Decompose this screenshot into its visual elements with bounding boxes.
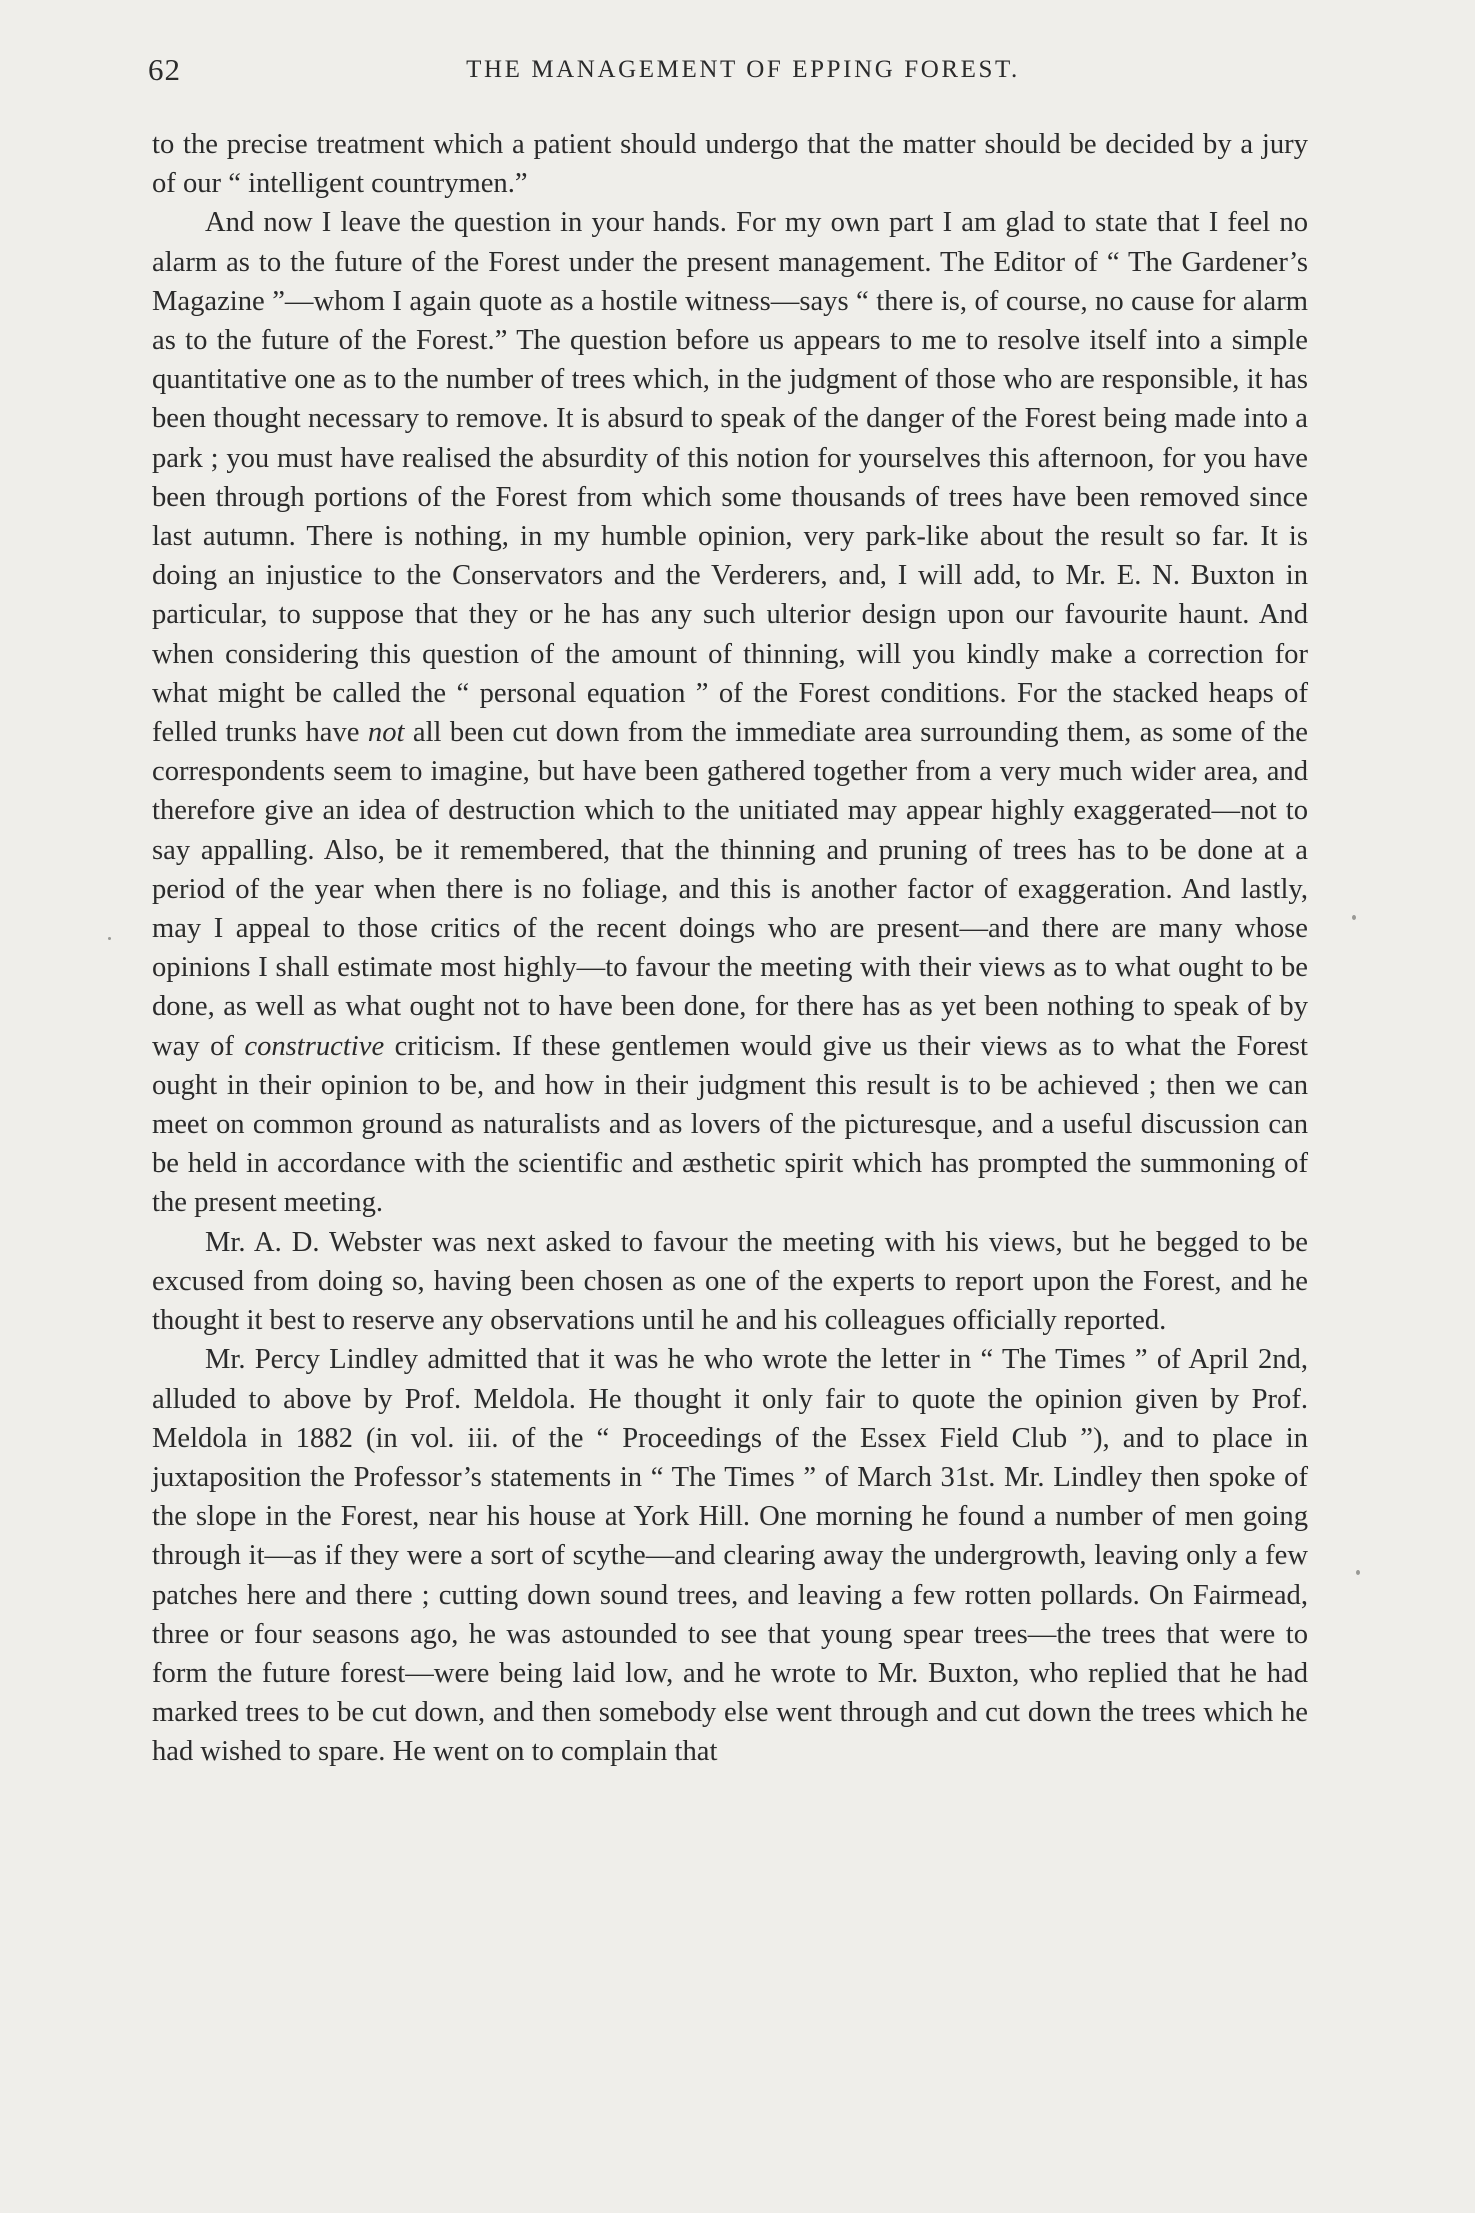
- paragraph: [152, 1340, 1308, 1771]
- paragraph: [152, 203, 1308, 1222]
- text-run: all been cut down from the immediate area surrounding them, as some of the correspondents seem to imagine, but have been gathered together from a very much wider area, and therefore give an idea of destruction which to the unitiated may appear highly exaggerated—not to say appalling. Also, be it remembered, that the thinning and pruning of trees has to be done at a period of the year when there is no foliage, and this is another factor of exaggeration. And lastly, may I appeal to those critics of the recent doings who are present—and there are many whose opinions I shall estimate most highly—to favour the meeting with their views as to what ought to be done, as well as what ought not to have been done, for there has as yet been nothing to speak of by way of: [152, 717, 1308, 1062]
- running-title: THE MANAGEMENT OF EPPING FOREST.: [466, 56, 1020, 83]
- paper-speck: [1352, 915, 1356, 920]
- text-run: And now I leave the question in your hands. For my own part I am glad to state that I feel no alarm as to the future of the Forest under the present management. The Editor of “ The Gardener’s Magazine ”—whom I again quote as a hostile witness—says “ there is, of course, no cause for alarm as to the future of the Forest.” The question before us appears to me to resolve itself into a simple quantitative one as to the number of trees which, in the judgment of those who are responsible, it has been thought necessary to remove. It is absurd to speak of the danger of the Forest being made into a park ; you must have realised the absurdity of this notion for yourselves this afternoon, for you have been through portions of the Forest from which some thousands of trees have been removed since last autumn. There is nothing, in my humble opinion, very park-like about the result so far. It is doing an injustice to the Conservators and the Verderers, and, I will add, to Mr. E. N. Buxton in particular, to suppose that they or he has any such ulterior design upon our favourite haunt. And when considering this question of the amount of thinning, will you kindly make a correction for what might be called the “ personal equation ” of the Forest conditions. For the stacked heaps of felled trunks have: [152, 207, 1308, 749]
- text-run: Mr. A. D. Webster was next asked to favour the meeting with his views, but he begged to be excused from doing so, having been chosen as one of the experts to report upon the Forest, and he thought it best to reserve any observations until he and his colleagues officially reported.: [152, 1226, 1308, 1337]
- running-head: [148, 52, 1308, 92]
- text-run: to the precise treatment which a patient should undergo that the matter should be decided by a jury of our “ intelligent countrymen.”: [152, 129, 1308, 200]
- page-number: 62: [148, 52, 181, 87]
- paper-speck: [1356, 1570, 1360, 1575]
- paragraph: [152, 125, 1308, 203]
- paragraph: [152, 1223, 1308, 1341]
- text-run: Mr. Percy Lindley admitted that it was he who wrote the letter in “ The Times ” of April 2nd, alluded to above by Prof. Meldola. He thought it only fair to quote the opinion given by Prof. Meldola in 1882 (in vol. iii. of the “ Proceedings of the Essex Field Club ”), and to place in juxtaposition the Professor’s statements in “ The Times ” of March 31st. Mr. Lindley then spoke of the slope in the Forest, near his house at York Hill. One morning he found a number of men going through it—as if they were a sort of scythe—and clearing away the undergrowth, leaving only a few patches here and there ; cutting down sound trees, and leaving a few rotten pollards. On Fairmead, three or four seasons ago, he was astounded to see that young spear trees—the trees that were to form the future forest—were being laid low, and he wrote to Mr. Buxton, who replied that he had marked trees to be cut down, and then somebody else went through and cut down the trees which he had wished to spare. He went on to complain that: [152, 1344, 1308, 1768]
- text-run: criticism. If these gentlemen would give us their views as to what the Forest ought in their opinion to be, and how in their judgment this result is to be achieved ; then we can meet on common ground as naturalists and as lovers of the picturesque, and a useful discussion can be held in accordance with the scientific and æsthetic spirit which has prompted the summoning of the present meeting.: [152, 1030, 1308, 1219]
- italic-text: constructive: [244, 1030, 385, 1062]
- body-text: [152, 125, 1308, 1772]
- italic-text: not: [367, 717, 405, 749]
- paper-speck: [108, 937, 111, 940]
